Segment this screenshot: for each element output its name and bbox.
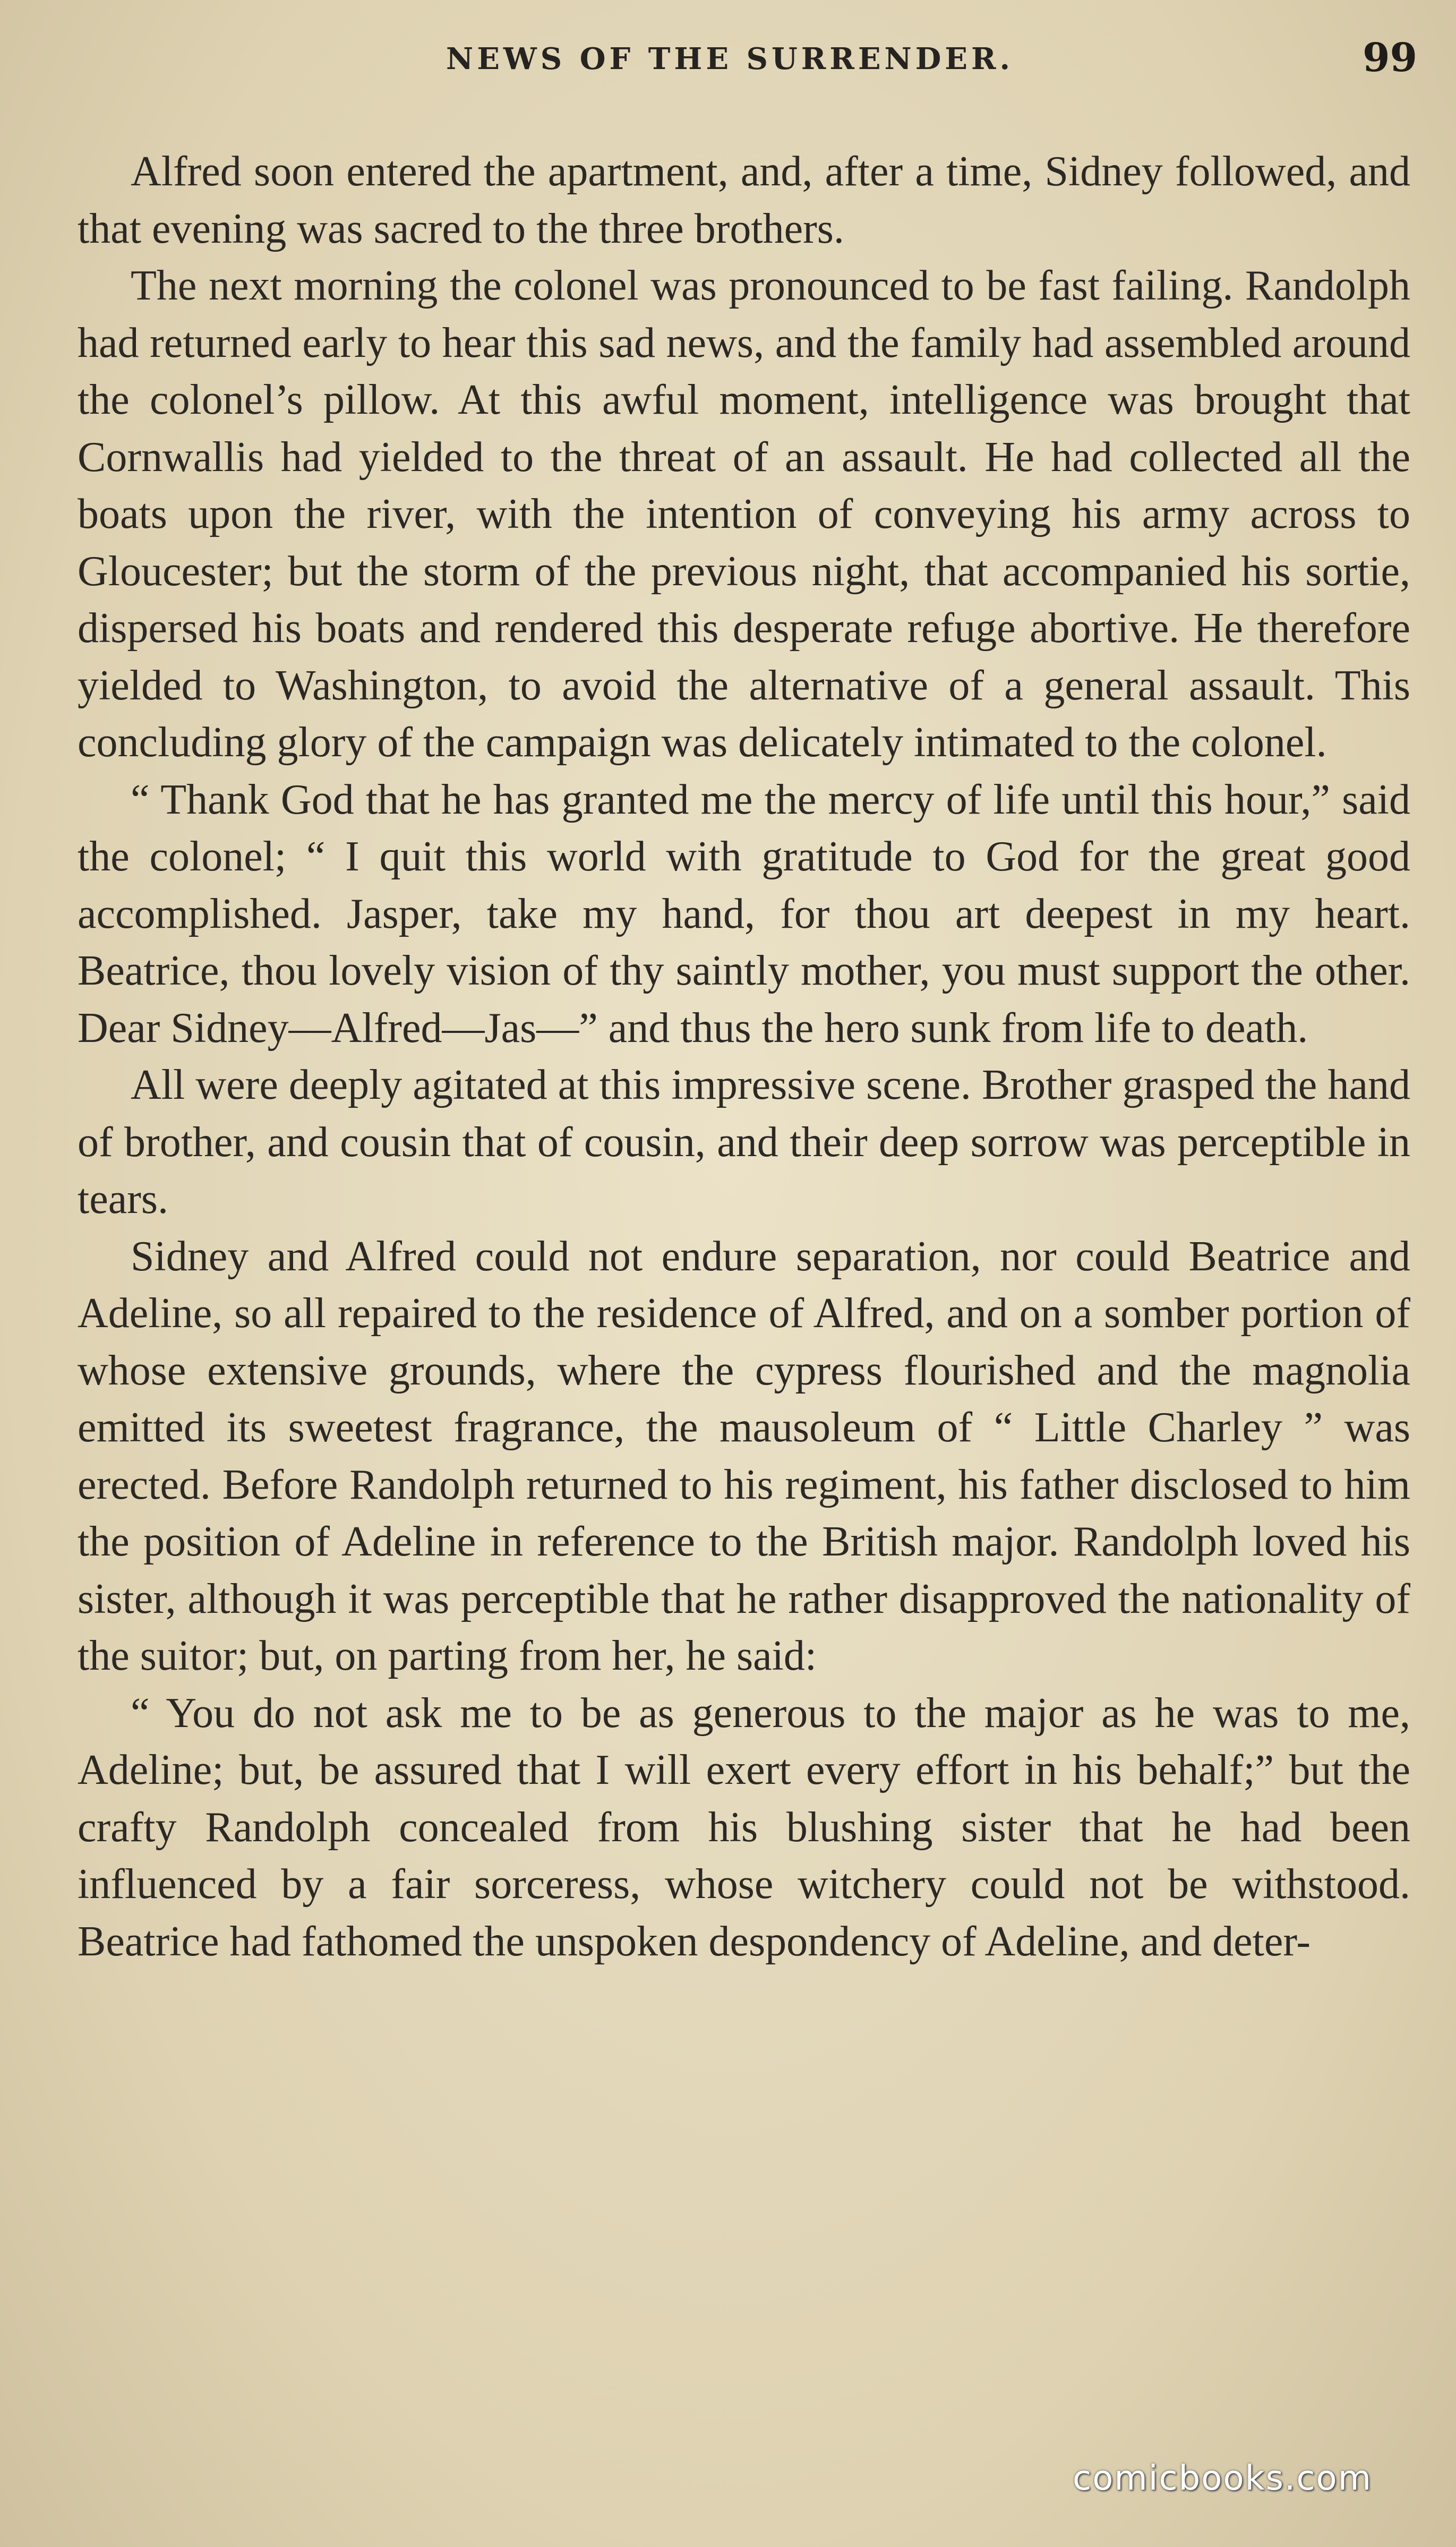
paragraph: Alfred soon entered the apartment, and, after a time, Sidney followed, and that evening was sacred to the three brothers.: [78, 148, 1410, 252]
paragraph: “ Thank God that he has granted me the mercy of life until this hour,” said the colonel; “ I quit this world with gratitude to God for the great good accomplished. Jasper, take my hand, for thou art deepest in my heart. Beatrice, thou lovely vision of thy saintly mother, you must support the other. Dear Sidney—Alfred—Jas—” and thus the hero sunk from life to death.: [78, 776, 1410, 1052]
paragraph: “ You do not ask me to be as generous to the major as he was to me, Adeline; but, be assured that I will exert every effort in his behalf;” but the crafty Randolph concealed from his blushing sister that he had been influenced by a fair sorceress, whose witchery could not be withstood. Beatrice had fathomed the unspoken despondency of Adeline, and deter-: [78, 1689, 1410, 1965]
watermark: comicbooks.com: [1073, 2459, 1373, 2498]
page-number: 99: [1363, 35, 1417, 81]
paragraph: Sidney and Alfred could not endure separation, nor could Beatrice and Adeline, so all repaired to the residence of Alfred, and on a somber portion of whose extensive grounds, where the cypress flourished and the magnolia emitted its sweetest fragrance, the mausoleum of “ Little Charley ” was erected. Before Randolph returned to his regiment, his father disclosed to him the position of Adeline in reference to the British major. Randolph loved his sister, although it was perceptible that he rather disapproved the nationality of the suitor; but, on parting from her, he said:: [78, 1233, 1410, 1679]
running-title: NEWS OF THE SURRENDER.: [446, 41, 1014, 76]
body-text: [78, 143, 1410, 1970]
paragraph: The next morning the colonel was pronounced to be fast failing. Randolph had returned early to hear this sad news, and the family had assembled around the colonel’s pillow. At this awful moment, intelligence was brought that Cornwallis had yielded to the threat of an assault. He had collected all the boats upon the river, with the intention of conveying his army across to Gloucester; but the storm of the previous night, that accompanied his sortie, dispersed his boats and rendered this desperate refuge abortive. He therefore yielded to Washington, to avoid the alternative of a general assault. This concluding glory of the campaign was delicately intimated to the colonel.: [78, 262, 1410, 766]
paragraph: All were deeply agitated at this impressive scene. Brother grasped the hand of brother, and cousin that of cousin, and their deep sorrow was perceptible in tears.: [78, 1062, 1410, 1223]
running-header: [0, 35, 1456, 95]
